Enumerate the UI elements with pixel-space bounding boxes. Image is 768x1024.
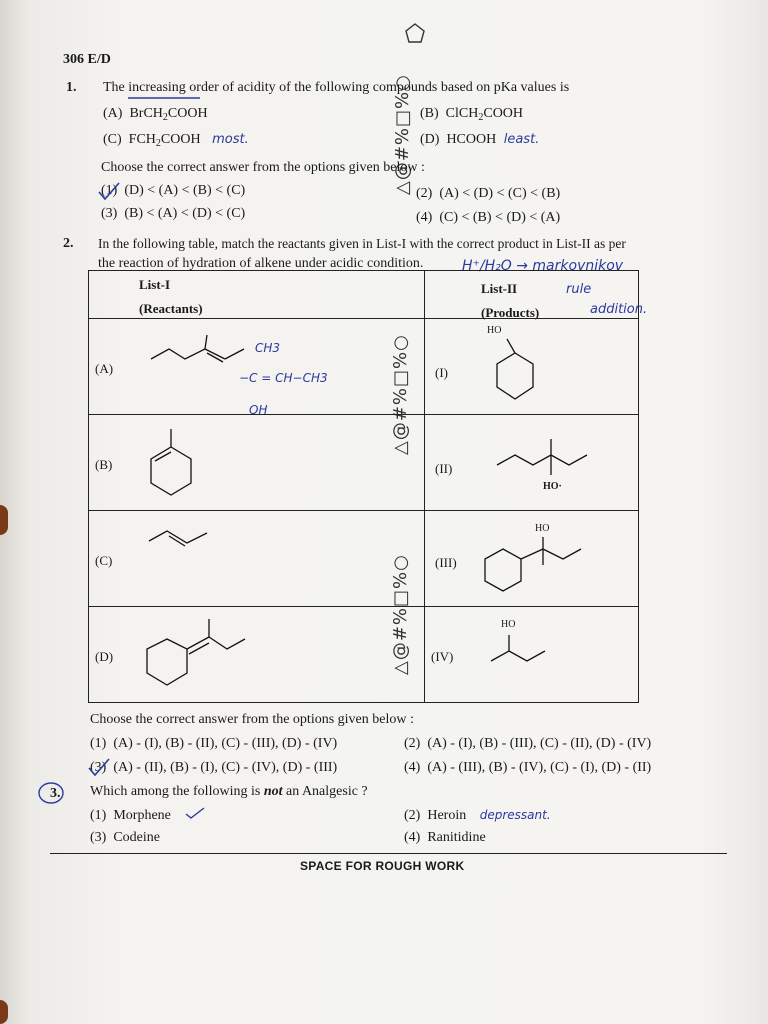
reactant-a-cell: (A) CH3 −C = CH−CH3 OH: [89, 319, 425, 415]
footer-rule: [50, 853, 727, 854]
q1-choose: Choose the correct answer from the options given below :: [101, 160, 425, 175]
q3-number: 3.: [50, 786, 61, 801]
q1-option-b: (B) ClCH$_2$COOH: [420, 106, 524, 123]
product-iii-structure: [481, 535, 601, 607]
q3-text: Which among the following is not an Analgesic ?: [90, 784, 368, 799]
q1-answer-4[interactable]: (4) (C) < (B) < (D) < (A): [416, 210, 561, 225]
page-stain: [0, 1000, 8, 1024]
handnote-chain: −C = CH−CH3: [239, 371, 328, 385]
list2-header: List-II (Products): [425, 271, 639, 319]
handnote-ch3: CH3: [255, 341, 281, 355]
list1-header: List-I (Reactants): [89, 271, 425, 319]
handnote-addition: addition.: [590, 302, 648, 317]
reactant-c-cell: (C): [89, 511, 425, 607]
reactant-b-cell: (B): [89, 415, 425, 511]
handnote-most: most.: [212, 132, 249, 147]
product-iv-cell: (IV) HO: [425, 607, 639, 703]
handnote-depressant: depressant.: [479, 808, 551, 822]
q1-option-d: (D) HCOOH least.: [420, 132, 540, 147]
rough-work-label: SPACE FOR ROUGH WORK: [300, 859, 465, 873]
q1-answer-2[interactable]: (2) (A) < (D) < (C) < (B): [416, 186, 561, 201]
q2-answer-1[interactable]: (1) (A) - (I), (B) - (II), (C) - (III), (D) - (IV): [90, 736, 338, 751]
handnote-oh: OH: [249, 403, 268, 417]
ho-label: HO·: [543, 481, 562, 492]
q3-answer-2[interactable]: (2) Heroin depressant.: [404, 808, 551, 823]
product-ii-cell: (II) HO·: [425, 415, 639, 511]
handnote-markovnikov: H⁺/H₂O → markovnikov: [462, 258, 624, 274]
tick-mark: [86, 756, 112, 778]
watermark-top: △@#%□%○: [392, 74, 413, 195]
q1-number: 1.: [66, 80, 77, 95]
reactant-a-structure: [149, 333, 249, 373]
watermark-middle: △@#%□%○: [390, 334, 411, 455]
match-table: [88, 270, 639, 703]
q2-text-line2: the reaction of hydration of alkene under acidic condition.: [98, 256, 424, 271]
ho-label: HO: [501, 619, 516, 630]
q2-answer-4[interactable]: (4) (A) - (III), (B) - (IV), (C) - (I), (D) - (II): [404, 760, 652, 775]
handnote-least: least.: [503, 132, 540, 147]
q1-answer-3[interactable]: (3) (B) < (A) < (D) < (C): [101, 206, 246, 221]
q2-answer-3[interactable]: (3) (A) - (II), (B) - (I), (C) - (IV), (D) - (III): [90, 760, 338, 775]
product-i-structure: [485, 337, 545, 415]
watermark-bottom: △@#%□%○: [390, 554, 411, 675]
product-iv-structure: [487, 631, 557, 671]
q1-option-c: (C) $FCH_2COOH$ most.: [103, 132, 249, 149]
q2-answer-2[interactable]: (2) (A) - (I), (B) - (III), (C) - (II), (D) - (IV): [404, 736, 652, 751]
q1-underline: [128, 96, 200, 100]
page-stain: [0, 505, 8, 535]
q3-answer-4[interactable]: (4) Ranitidine: [404, 830, 486, 845]
reactant-c-structure: [147, 521, 217, 551]
ho-label: HO: [487, 325, 502, 336]
q3-answer-3[interactable]: (3) Codeine: [90, 830, 160, 845]
q2-text-line1: In the following table, match the reactants given in List-I with the correct product in List-II as per: [98, 236, 626, 251]
q2-number: 2.: [63, 236, 74, 251]
handnote-rule: rule: [566, 282, 592, 297]
tick-mark: [184, 806, 206, 820]
reactant-d-cell: (D): [89, 607, 425, 703]
q1-text: The increasing order of acidity of the following compounds based on pKa values is: [103, 80, 570, 95]
reactant-b-structure: [147, 427, 197, 505]
reactant-d-structure: [143, 617, 253, 701]
product-iii-cell: (III) HO: [425, 511, 639, 607]
product-ii-structure: [495, 435, 605, 479]
q1-answer-1[interactable]: (1) (D) < (A) < (B) < (C): [101, 183, 246, 198]
q3-answer-1[interactable]: (1) Morphene: [90, 808, 171, 823]
ho-label: HO: [535, 523, 550, 534]
q2-choose: Choose the correct answer from the options given below :: [90, 712, 414, 727]
tick-mark: [96, 180, 122, 202]
pentagon-mark: [404, 22, 426, 44]
q1-option-a: (A) BrCH$_2$COOH: [103, 106, 208, 123]
paper-code: 306 E/D: [63, 52, 111, 67]
product-i-cell: (I) HO: [425, 319, 639, 415]
